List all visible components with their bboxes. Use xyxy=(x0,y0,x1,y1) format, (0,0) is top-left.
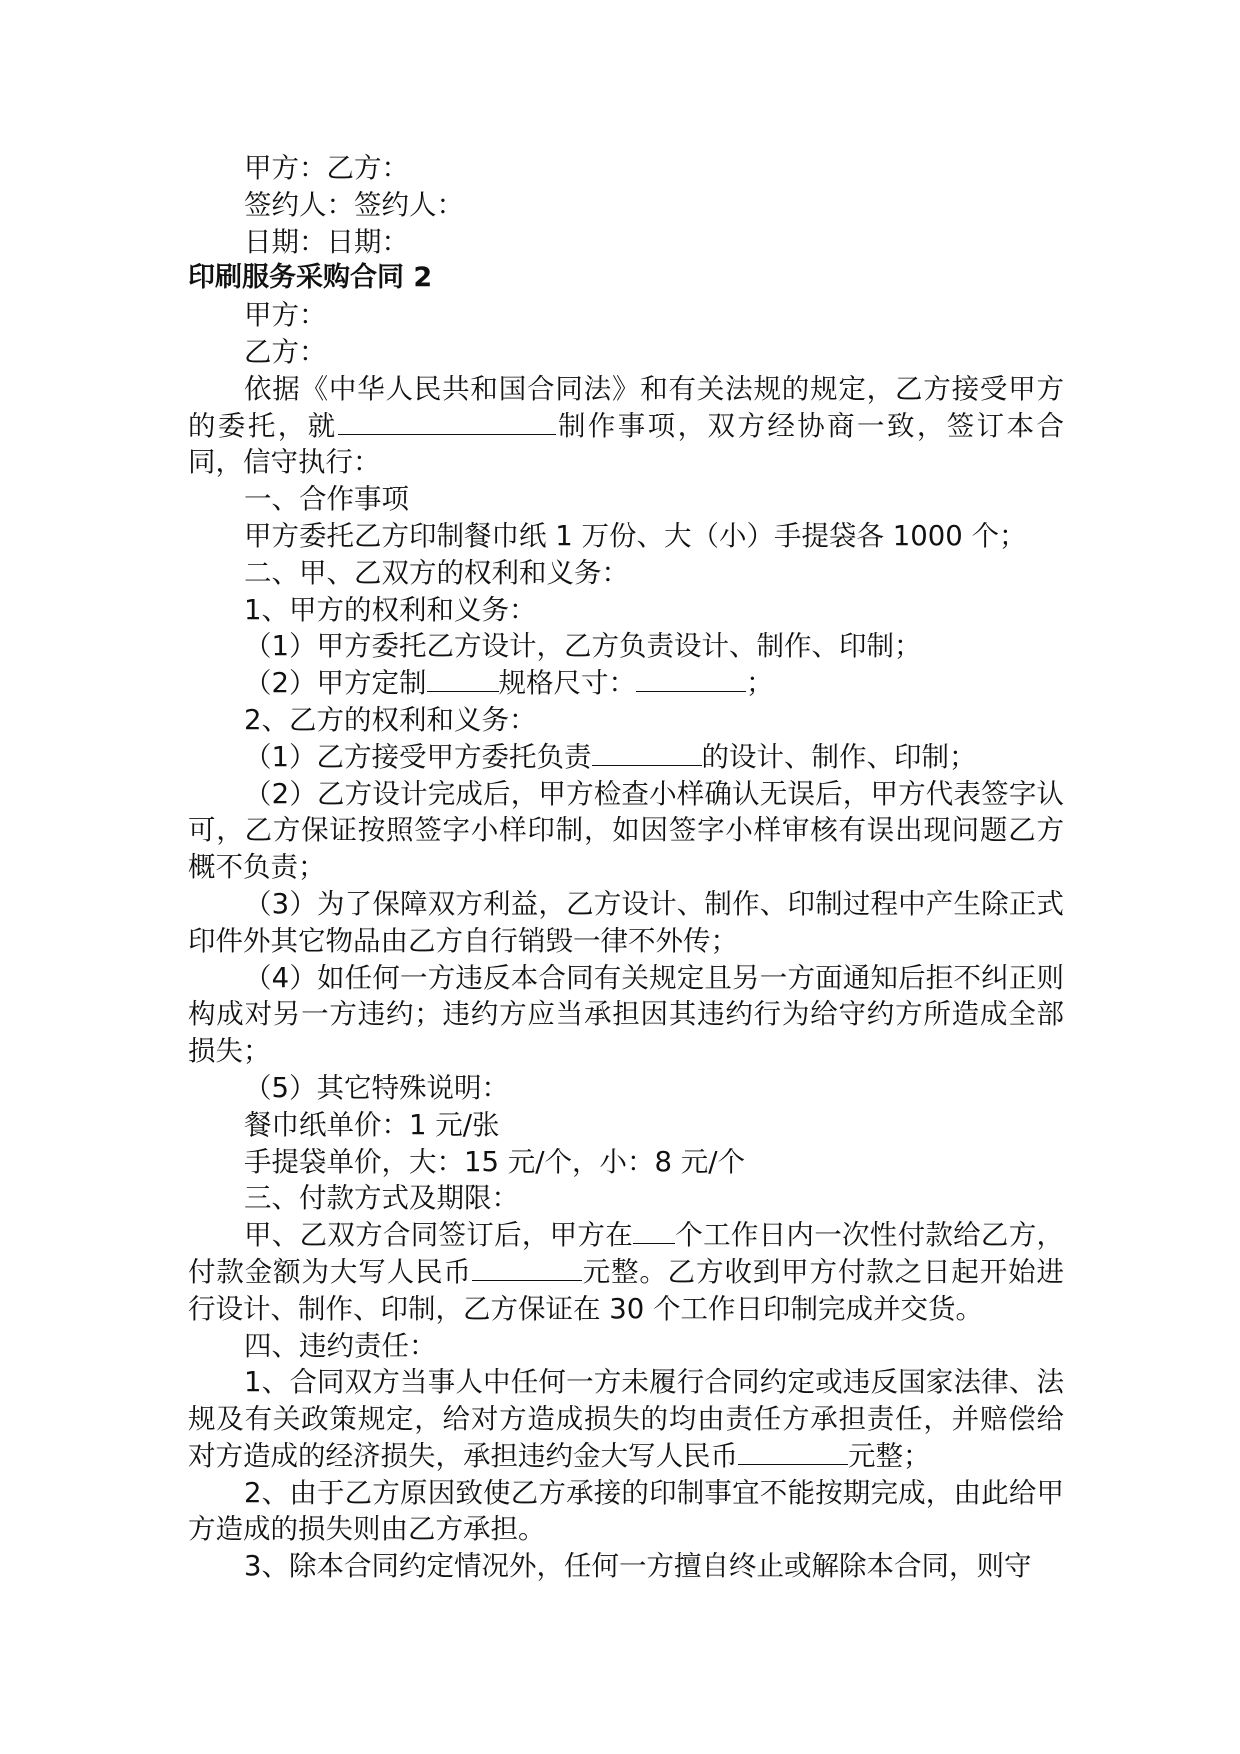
party-a-line: 甲方： xyxy=(244,299,327,332)
item-text: 规格尺寸： xyxy=(498,667,636,700)
section-2-1-item-2 xyxy=(188,665,1064,702)
section-2-2-item-3: （3）为了保障双方利益，乙方设计、制作、印制过程中产生除正式印件外其它物品由乙方自行销毁一律不外传； xyxy=(188,887,1064,957)
section-2-1-item-1: （1）甲方委托乙方设计，乙方负责设计、制作、印制； xyxy=(244,630,922,663)
item-text: 1、合同双方当事人中任何一方未履行合同约定或违反国家法律、法规及有关政策规定，给对方造成损失的均由责任方承担责任，并赔偿给对方造成的经济损失，承担违约金大写人民币 xyxy=(188,1366,1064,1472)
item-text: 个工作日内一次性付款给乙方，付款金额为大写人民币 xyxy=(188,1219,1064,1288)
price-bag: 手提袋单价，大：15 元/个，小：8 元/个 xyxy=(244,1145,746,1178)
item-text: 的设计、制作、印制； xyxy=(701,740,977,773)
item-text: （1）乙方接受甲方委托负责 xyxy=(244,740,592,773)
section-1-title: 一、合作事项 xyxy=(244,483,409,516)
price-napkin: 餐巾纸单价：1 元/张 xyxy=(244,1108,500,1141)
sign-signer-line: 签约人：签约人： xyxy=(244,188,464,221)
intro-paragraph xyxy=(188,371,1064,481)
blank-field xyxy=(338,410,556,435)
party-b-line: 乙方： xyxy=(244,335,327,368)
section-2-2-item-4: （4）如任何一方违反本合同有关规定且另一方面通知后拒不纠正则构成对另一方违约；违约方应当承担因其违约行为给守约方所造成全部损失； xyxy=(188,961,1064,1068)
item-text: 元整。乙方收到甲方付款之日起开始进行设计、制作、印制，乙方保证在 30 个工作日印制完成并交货。 xyxy=(188,1255,1064,1325)
section-2-1-title: 1、甲方的权利和义务： xyxy=(244,593,537,626)
section-4-item-2: 2、由于乙方原因致使乙方承接的印制事宜不能按期完成，由此给甲方造成的损失则由乙方承担。 xyxy=(188,1476,1064,1546)
contract-heading: 印刷服务采购合同 2 xyxy=(188,262,433,294)
section-3-title: 三、付款方式及期限： xyxy=(244,1182,519,1215)
section-2-title: 二、甲、乙双方的权利和义务： xyxy=(244,556,629,589)
item-text: （2）甲方定制 xyxy=(244,667,427,700)
section-1-body: 甲方委托乙方印制餐巾纸 1 万份、大（小）手提袋各 1000 个； xyxy=(244,519,1027,552)
section-4-item-1 xyxy=(188,1364,1064,1474)
blank-field xyxy=(592,741,702,766)
section-3-body xyxy=(188,1217,1064,1327)
section-2-2-item-1 xyxy=(188,739,1064,776)
section-2-2-title: 2、乙方的权利和义务： xyxy=(244,703,537,736)
section-4-item-3: 3、除本合同约定情况外，任何一方擅自终止或解除本合同，则守 xyxy=(244,1550,1032,1583)
intro-text-1: 依据《中华人民共和国合同法》和有关法规的规定，乙方接受甲方的委托，就 xyxy=(188,372,1064,442)
item-text: ； xyxy=(746,667,774,700)
item-text: 元整； xyxy=(848,1439,931,1472)
blank-field xyxy=(636,667,746,692)
section-4-title: 四、违约责任： xyxy=(244,1329,437,1362)
sign-party-line: 甲方：乙方： xyxy=(244,152,409,184)
sign-date-line: 日期：日期： xyxy=(244,225,409,258)
section-2-2-item-2: （2）乙方设计完成后，甲方检查小样确认无误后，甲方代表签字认可，乙方保证按照签字小样印制，如因签字小样审核有误出现问题乙方概不负责； xyxy=(188,777,1064,884)
blank-field xyxy=(472,1256,582,1281)
blank-field xyxy=(738,1440,848,1465)
contract-document xyxy=(188,150,1064,1585)
item-text: 甲、乙双方合同签订后，甲方在 xyxy=(244,1219,633,1252)
intro-text-2: 制作事项，双方经协商一致，签订本合同，信守执行： xyxy=(188,409,1064,479)
blank-field xyxy=(633,1219,675,1244)
section-2-2-item-5: （5）其它特殊说明： xyxy=(244,1071,509,1104)
blank-field xyxy=(427,667,499,692)
